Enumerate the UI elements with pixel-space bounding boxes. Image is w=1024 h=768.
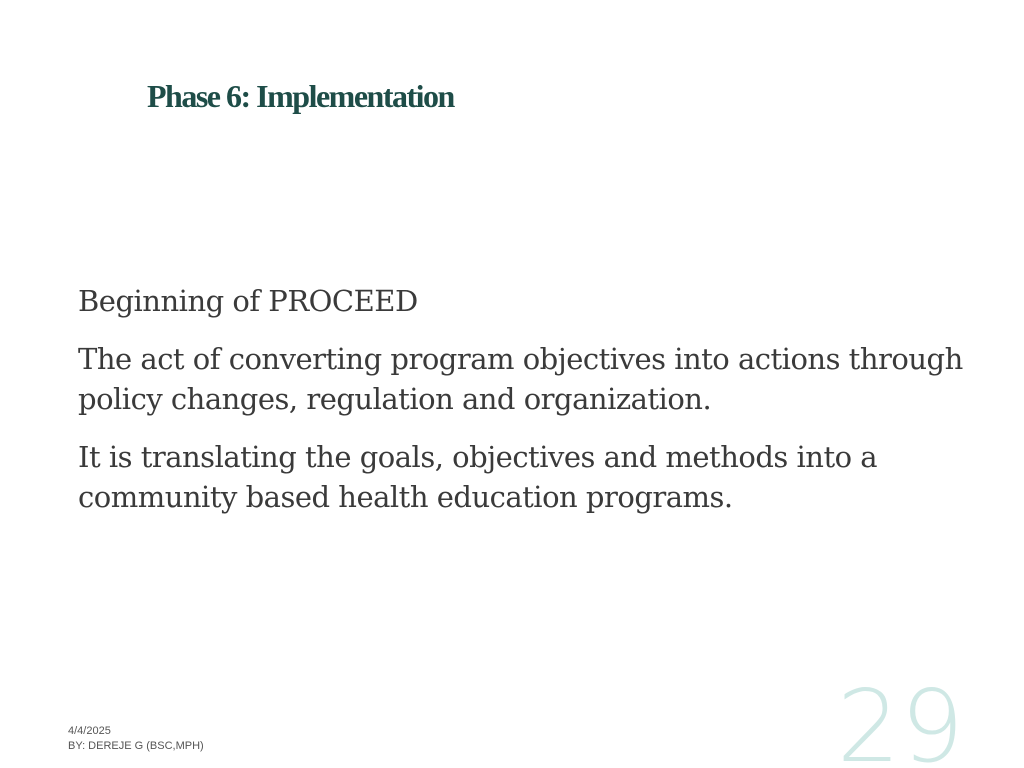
footer-date: 4/4/2025: [68, 725, 111, 737]
slide-footer: [68, 724, 204, 754]
page-number: 29: [836, 668, 964, 768]
body-paragraph: Beginning of PROCEED: [78, 284, 418, 318]
footer-author: BY: DEREJE G (BSC,MPH): [68, 740, 204, 752]
body-paragraph: It is translating the goals, objectives and methods into a community based health education programs.: [78, 440, 878, 514]
body-paragraph: The act of converting program objectives into actions through policy changes, regulation and organization.: [78, 342, 963, 416]
slide-body: [78, 281, 978, 535]
slide-title: Phase 6: Implementation: [147, 78, 454, 114]
